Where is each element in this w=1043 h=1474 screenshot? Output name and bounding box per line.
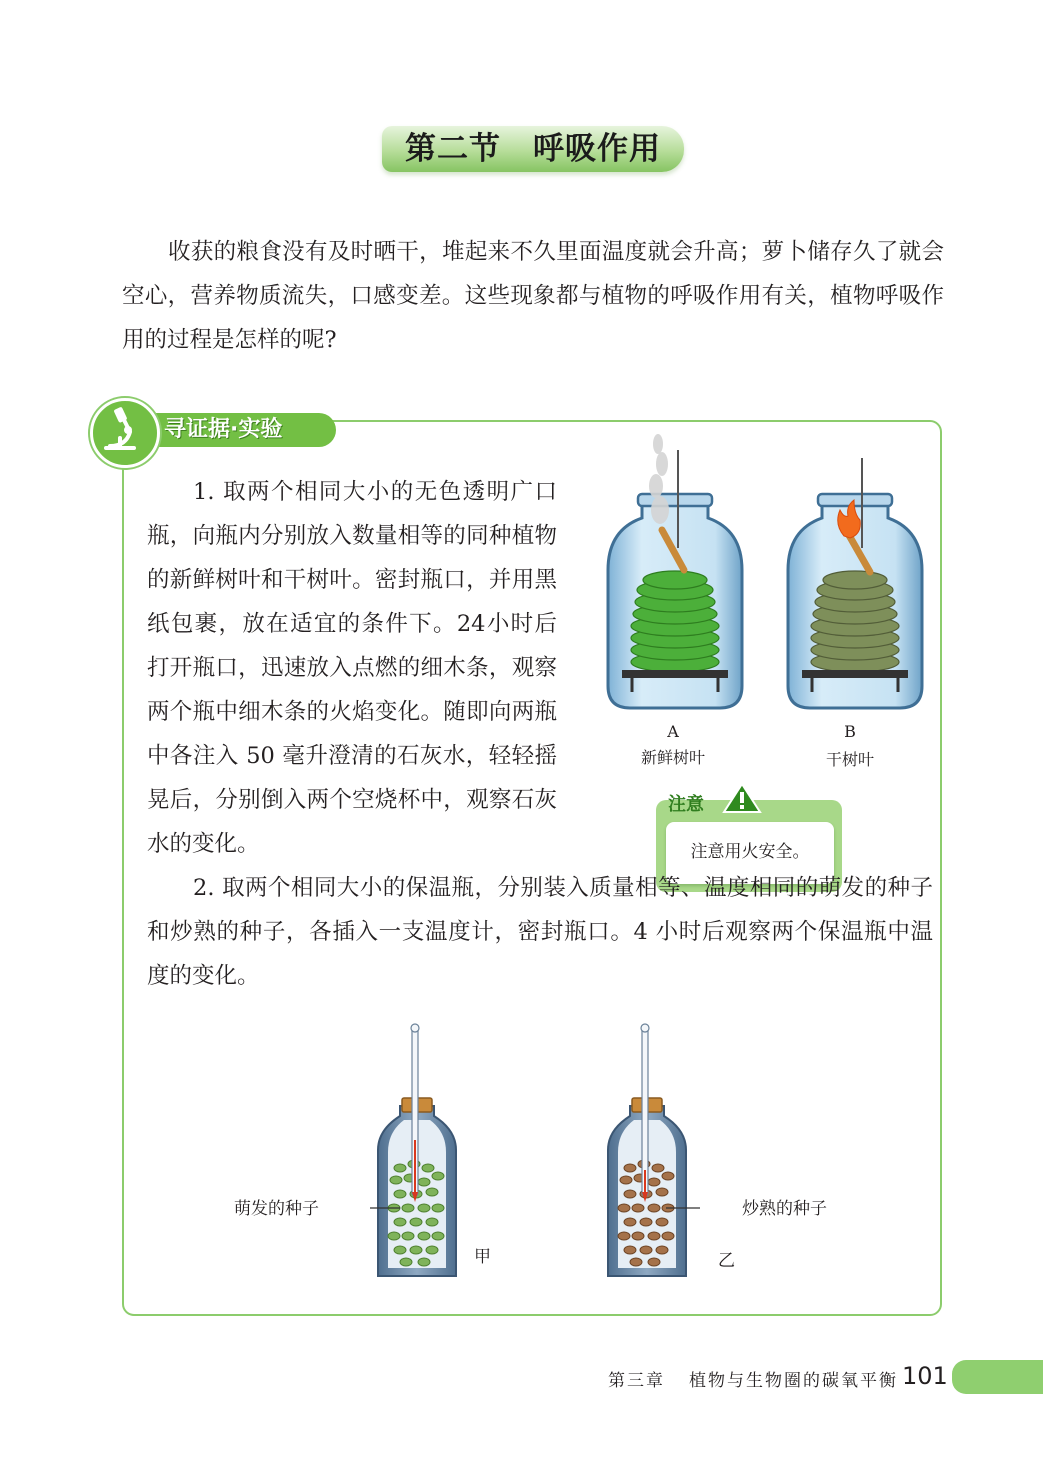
thermometer-icon xyxy=(641,1024,649,1202)
footer-chapter-title: 植物与生物圈的碳氧平衡 xyxy=(689,1371,898,1391)
page-title: 第二节 呼吸作用 xyxy=(405,131,661,167)
flask-jia xyxy=(378,1024,456,1276)
experiment-step-2: 2. 取两个相同大小的保温瓶，分别装入质量相等、温度相同的萌发的种子和炒熟的种子，各插入一支温度计，密封瓶口。4 小时后观察两个保温瓶中温度的变化。 xyxy=(147,875,933,989)
flask-yi-mark: 乙 xyxy=(718,1251,735,1271)
note-title: 注意 xyxy=(668,794,704,815)
jar-a xyxy=(608,434,742,708)
jar-a-caption: 新鲜树叶 xyxy=(640,748,705,767)
flask-yi-label: 炒熟的种子 xyxy=(742,1199,827,1219)
intro-paragraph: 收获的粮食没有及时晒干，堆起来不久里面温度就会升高；萝卜储存久了就会空心，营养物质流失，口感变差。这些现象都与植物的呼吸作用有关，植物呼吸作用的过程是怎样的呢? xyxy=(122,239,944,353)
warning-icon xyxy=(722,782,762,814)
jars-illustration xyxy=(600,430,930,720)
experiment-banner-label: 寻证据·实验 xyxy=(164,417,283,442)
smoke-icon xyxy=(649,434,669,524)
jar-a-letter: A xyxy=(667,722,679,741)
flask-jia-label: 萌发的种子 xyxy=(234,1199,319,1219)
jar-b-caption: 干树叶 xyxy=(825,750,874,769)
footer-bar xyxy=(952,1360,1043,1394)
footer-chapter xyxy=(608,1366,898,1391)
experiment-badge xyxy=(90,398,160,468)
microscope-icon xyxy=(90,398,154,462)
flasks-illustration xyxy=(370,1020,700,1282)
flask-jia-mark: 甲 xyxy=(474,1247,491,1267)
note-text: 注意用火安全。 xyxy=(690,842,810,862)
thermometer-icon xyxy=(411,1024,419,1202)
experiment-step-1: 1. 取两个相同大小的无色透明广口瓶，向瓶内分别放入数量相等的同种植物的新鲜树叶和干树叶。密封瓶口，并用黑纸包裹，放在适宜的条件下。24小时后打开瓶口，迅速放入点燃的细木条，观察两个瓶中细木条的火焰变化。随即向两瓶中各注入 50 毫升澄清的石灰水，轻轻摇晃后，分别倒入两个空烧杯中，观察石灰水的变化。 xyxy=(147,479,557,857)
jar-b xyxy=(788,458,922,708)
flask-yi xyxy=(608,1024,686,1276)
jar-b-letter: B xyxy=(844,722,856,741)
footer-chapter-number: 第三章 xyxy=(608,1371,665,1391)
page-number: 101 xyxy=(902,1362,948,1390)
